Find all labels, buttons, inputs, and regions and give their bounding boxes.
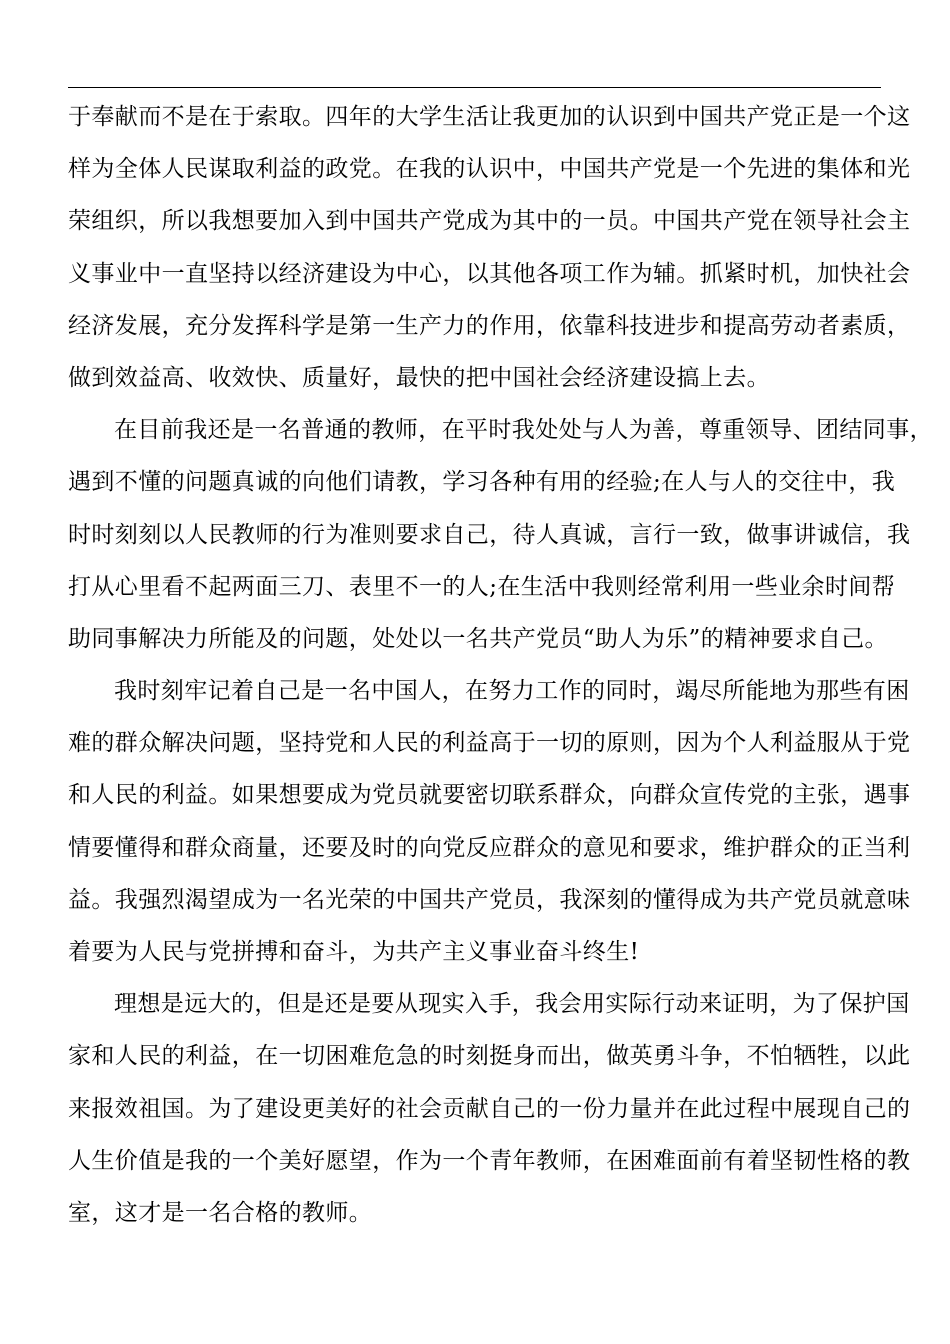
text-line: 样为全体人民谋取利益的政党。在我的认识中，中国共产党是一个先进的集体和光 (68, 156, 911, 183)
document-body (68, 91, 933, 1239)
text-line: 时时刻刻以人民教师的行为准则要求自己，待人真诚，言行一致，做事讲诚信，我 (68, 521, 911, 548)
text-line: 做到效益高、收效快、质量好，最快的把中国社会经济建设搞上去。 (68, 364, 770, 391)
text-line: 来报效祖国。为了建设更美好的社会贡献自己的一份力量并在此过程中展现自己的 (68, 1095, 911, 1122)
text-line: 于奉献而不是在于索取。四年的大学生活让我更加的认识到中国共产党正是一个这 (68, 104, 911, 130)
text-line: 情要懂得和群众商量，还要及时的向党反应群众的意见和要求，维护群众的正当利 (68, 834, 911, 861)
text-line: 荣组织，所以我想要加入到中国共产党成为其中的一员。中国共产党在领导社会主 (68, 208, 911, 235)
text-line: 着要为人民与党拼搏和奋斗，为共产主义事业奋斗终生! (68, 939, 640, 965)
text-line: 室，这才是一名合格的教师。 (68, 1199, 373, 1226)
text-line: 义事业中一直坚持以经济建设为中心，以其他各项工作为辅。抓紧时机，加快社会 (68, 260, 911, 287)
paragraph-first-line: 在目前我还是一名普通的教师，在平时我处处与人为善，尊重领导、团结同事， (114, 417, 933, 444)
text-line: 人生价值是我的一个美好愿望，作为一个青年教师，在困难面前有着坚韧性格的教 (68, 1147, 911, 1174)
header-rule (68, 87, 881, 88)
text-line: 益。我强烈渴望成为一名光荣的中国共产党员，我深刻的懂得成为共产党员就意味 (68, 886, 911, 913)
text-line: 遇到不懂的问题真诚的向他们请教，学习各种有用的经验;在人与人的交往中，我 (68, 469, 896, 496)
text-line: 助同事解决力所能及的问题，处处以一名共产党员“助人为乐”的精神要求自己。 (68, 625, 888, 652)
text-line: 家和人民的利益，在一切困难危急的时刻挺身而出，做英勇斗争，不怕牺牲，以此 (68, 1043, 911, 1070)
text-line: 难的群众解决问题，坚持党和人民的利益高于一切的原则，因为个人利益服从于党 (68, 730, 911, 757)
text-line: 和人民的利益。如果想要成为党员就要密切联系群众，向群众宣传党的主张，遇事 (68, 782, 911, 809)
text-line: 经济发展，充分发挥科学是第一生产力的作用，依靠科技进步和提高劳动者素质， (68, 312, 911, 339)
paragraph-first-line: 我时刻牢记着自己是一名中国人，在努力工作的同时，竭尽所能地为那些有困 (114, 678, 910, 705)
paragraph-first-line: 理想是远大的，但是还是要从现实入手，我会用实际行动来证明，为了保护国 (114, 991, 910, 1018)
text-line: 打从心里看不起两面三刀、表里不一的人;在生活中我则经常利用一些业余时间帮 (68, 573, 896, 600)
